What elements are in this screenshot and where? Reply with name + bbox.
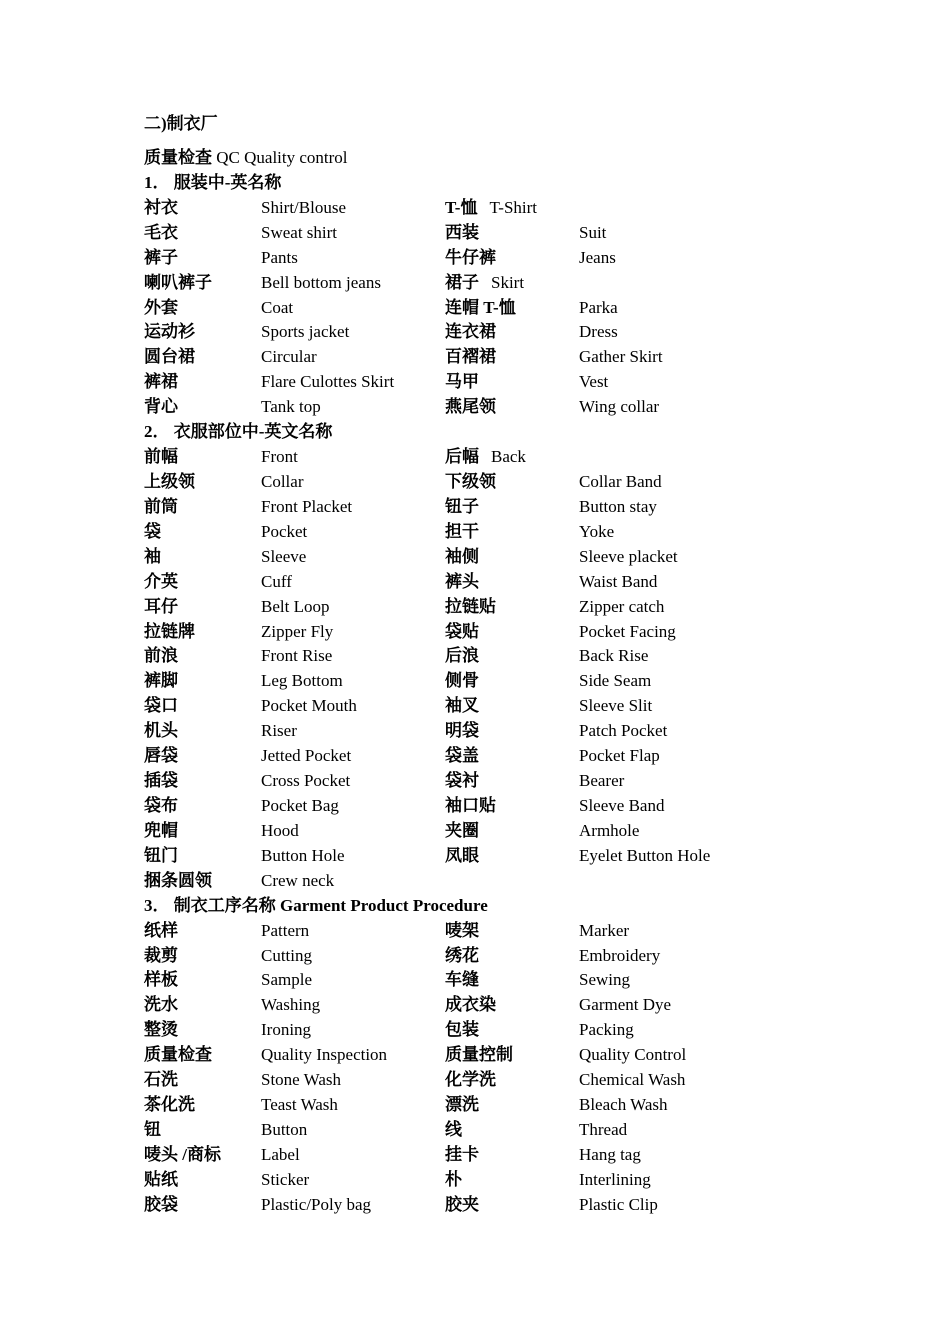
term-zh-2: 凤眼 (445, 845, 479, 865)
term-en-2: Eyelet Button Hole (579, 845, 711, 865)
glossary-row (144, 968, 904, 993)
term-zh: 前筒 (144, 496, 178, 516)
term-zh-2: 后幅 (445, 447, 479, 467)
term-zh: 拉链牌 (144, 621, 195, 641)
glossary-row (144, 296, 904, 321)
glossary-row (144, 196, 904, 221)
term-zh: 唇袋 (144, 746, 178, 766)
section-title (144, 171, 904, 196)
term-zh: 裤裙 (144, 372, 178, 392)
term-en-2: Vest (579, 372, 609, 392)
term-zh-2: 化学洗 (445, 1070, 496, 1090)
term-zh: 洗水 (144, 995, 178, 1015)
term-zh-2: 漂洗 (445, 1095, 479, 1115)
term-en-2: Hang tag (579, 1144, 641, 1164)
term-en: Cuff (261, 571, 292, 591)
glossary-row (144, 620, 904, 645)
glossary-row (144, 595, 904, 620)
glossary-row (144, 320, 904, 345)
term-en: Pocket (261, 521, 308, 541)
term-en-2: Pocket Facing (579, 621, 676, 641)
term-en: Pattern (261, 920, 310, 940)
term-zh-2-group (445, 271, 524, 296)
term-en: Label (261, 1144, 300, 1164)
term-zh-2: 朴 (445, 1169, 462, 1189)
term-zh-2: 裙子 (445, 272, 479, 292)
term-en-2: Zipper catch (579, 596, 665, 616)
term-zh: 介英 (144, 571, 178, 591)
term-en: Leg Bottom (261, 671, 343, 691)
term-zh-2: 车缝 (445, 970, 479, 990)
term-zh-2: 唛架 (445, 920, 479, 940)
term-en: Belt Loop (261, 596, 330, 616)
term-en-2: Marker (579, 920, 630, 940)
term-en: Pocket Mouth (261, 696, 357, 716)
term-en: Teast Wash (261, 1095, 338, 1115)
term-zh: 质量检查 (144, 1045, 212, 1065)
term-en: Sweat shirt (261, 222, 338, 242)
term-en: Riser (261, 721, 297, 741)
term-zh-2: 后浪 (445, 646, 479, 666)
term-en-2: Quality Control (579, 1045, 687, 1065)
term-en: Stone Wash (261, 1070, 342, 1090)
term-en: Button (261, 1119, 308, 1139)
term-zh-2: 包装 (445, 1020, 479, 1040)
term-zh: 圆台裙 (144, 347, 195, 367)
glossary-row (144, 221, 904, 246)
section-title (144, 894, 904, 919)
glossary-row (144, 919, 904, 944)
term-zh: 钮门 (144, 845, 178, 865)
term-zh-2-group (445, 196, 537, 221)
term-en: Zipper Fly (261, 621, 334, 641)
glossary-row (144, 869, 904, 894)
glossary-row (144, 844, 904, 869)
term-en: Plastic/Poly bag (261, 1194, 372, 1214)
term-zh-2: 明袋 (445, 721, 479, 741)
term-zh-2: 绣花 (445, 945, 479, 965)
term-zh-2: 袋衬 (445, 771, 479, 791)
term-en-2: Yoke (579, 521, 615, 541)
term-en-2: Patch Pocket (579, 721, 668, 741)
term-en-2: Sewing (579, 970, 630, 990)
term-en: Tank top (261, 397, 321, 417)
term-zh-2: 质量控制 (445, 1045, 513, 1065)
term-zh-2: 袖侧 (445, 546, 479, 566)
term-zh: 袋 (144, 521, 161, 541)
glossary-row (144, 1068, 904, 1093)
glossary-row (144, 644, 904, 669)
term-en-2: Parka (579, 297, 618, 317)
term-en-2: T-Shirt (489, 197, 537, 217)
term-en-2: Armhole (579, 820, 640, 840)
term-en: Front Rise (261, 646, 333, 666)
glossary-row (144, 1018, 904, 1043)
term-zh: 运动衫 (144, 322, 195, 342)
term-zh: 前浪 (144, 646, 178, 666)
term-en: Pocket Bag (261, 795, 339, 815)
section-title (144, 420, 904, 445)
term-en-2: Bleach Wash (579, 1095, 668, 1115)
term-en-2: Chemical Wash (579, 1070, 686, 1090)
document-heading: 二)制衣厂 (144, 114, 218, 133)
glossary-row (144, 669, 904, 694)
term-zh-2: 挂卡 (445, 1144, 479, 1164)
glossary-row (144, 545, 904, 570)
term-en-2: Pocket Flap (579, 746, 660, 766)
term-en: Sports jacket (261, 322, 350, 342)
section-title-zh: 3． 制衣工序名称 (144, 895, 276, 915)
glossary-row (144, 271, 904, 296)
term-zh: 插袋 (144, 771, 178, 791)
term-zh-2: 裤头 (445, 571, 479, 591)
glossary-row (144, 1118, 904, 1143)
term-zh: 样板 (144, 970, 178, 990)
glossary-row (144, 570, 904, 595)
term-en-2: Interlining (579, 1169, 651, 1189)
term-en-2: Sleeve Band (579, 795, 665, 815)
term-en: Cutting (261, 945, 313, 965)
term-zh: 衬衣 (144, 197, 178, 217)
glossary-row (144, 345, 904, 370)
glossary-row (144, 944, 904, 969)
term-zh: 唛头 /商标 (144, 1144, 221, 1164)
term-en: Bell bottom jeans (261, 272, 381, 292)
term-zh-2: 西装 (445, 222, 479, 242)
glossary-row (144, 246, 904, 271)
term-en-2: Jeans (579, 247, 616, 267)
glossary-row (144, 794, 904, 819)
glossary-row (144, 719, 904, 744)
term-en: Circular (261, 347, 317, 367)
glossary-row (144, 395, 904, 420)
term-zh-2: 燕尾领 (445, 397, 496, 417)
glossary-row (144, 694, 904, 719)
term-zh-2: 下级领 (445, 471, 496, 491)
term-zh: 贴纸 (144, 1169, 178, 1189)
term-en-2: Button stay (579, 496, 657, 516)
term-zh: 袋布 (144, 795, 178, 815)
term-zh: 外套 (144, 297, 178, 317)
term-zh: 石洗 (144, 1070, 178, 1090)
term-en: Hood (261, 820, 299, 840)
term-zh-2: 胶夹 (445, 1194, 479, 1214)
term-zh-2: 连衣裙 (445, 322, 496, 342)
term-zh: 耳仔 (144, 596, 178, 616)
glossary-row (144, 495, 904, 520)
glossary-row (144, 520, 904, 545)
intro-en: QC Quality control (216, 148, 348, 167)
glossary-row (144, 470, 904, 495)
term-zh-2: 拉链贴 (445, 596, 496, 616)
term-en-2: Wing collar (579, 397, 660, 417)
term-en-2: Garment Dye (579, 995, 672, 1015)
term-en: Sleeve (261, 546, 307, 566)
term-en-2: Gather Skirt (579, 347, 663, 367)
section-title-en: Garment Product Procedure (280, 895, 488, 915)
glossary-row (144, 370, 904, 395)
term-zh-2: 成衣染 (445, 995, 496, 1015)
term-zh-2: 袋盖 (445, 746, 479, 766)
term-en: Flare Culottes Skirt (261, 372, 395, 392)
term-en-2: Collar Band (579, 471, 662, 491)
term-zh-2: 牛仔裤 (445, 247, 496, 267)
glossary-row (144, 445, 904, 470)
term-en: Jetted Pocket (261, 746, 352, 766)
term-en: Front (261, 447, 298, 467)
term-zh-2: 侧骨 (445, 671, 479, 691)
term-zh: 袋口 (144, 696, 178, 716)
term-zh-2: 马甲 (445, 372, 479, 392)
term-en-2: Side Seam (579, 671, 652, 691)
glossary-row (144, 744, 904, 769)
term-zh: 茶化洗 (144, 1095, 195, 1115)
term-en: Crew neck (261, 870, 335, 890)
term-en-2: Packing (579, 1020, 634, 1040)
term-en-2: Waist Band (579, 571, 658, 591)
term-zh-2: 夹圈 (445, 820, 479, 840)
term-zh-2: 袖叉 (445, 696, 479, 716)
glossary-row (144, 819, 904, 844)
term-en: Front Placket (261, 496, 353, 516)
term-en: Washing (261, 995, 321, 1015)
glossary-row (144, 1168, 904, 1193)
glossary-row (144, 993, 904, 1018)
term-en: Quality Inspection (261, 1045, 388, 1065)
term-zh: 钮 (144, 1119, 161, 1139)
term-en: Button Hole (261, 845, 345, 865)
term-en: Shirt/Blouse (261, 197, 347, 217)
term-en-2: Bearer (579, 771, 625, 791)
term-en: Sample (261, 970, 312, 990)
term-en-2: Skirt (491, 272, 525, 292)
term-zh-2: 连帽 T-恤 (445, 297, 516, 317)
intro-zh: 质量检查 (144, 148, 212, 167)
term-en-2: Sleeve Slit (579, 696, 653, 716)
term-en-2: Back (491, 447, 526, 467)
term-zh: 前幅 (144, 447, 178, 467)
term-en: Pants (261, 247, 298, 267)
term-zh: 喇叭裤子 (144, 272, 212, 292)
term-zh: 捆条圆领 (144, 870, 212, 890)
term-zh: 整烫 (144, 1020, 178, 1040)
glossary-row (144, 1143, 904, 1168)
term-zh: 上级领 (144, 471, 195, 491)
term-en-2: Suit (579, 222, 607, 242)
term-zh: 裤脚 (144, 671, 178, 691)
term-zh-2: T-恤 (445, 197, 478, 217)
term-zh: 兜帽 (144, 820, 178, 840)
glossary-row (144, 769, 904, 794)
glossary-row (144, 1193, 904, 1218)
term-en: Ironing (261, 1020, 312, 1040)
section-title-zh: 1． 服装中-英名称 (144, 172, 282, 192)
term-zh-2: 袖口贴 (445, 795, 496, 815)
glossary-row (144, 1093, 904, 1118)
term-zh: 毛衣 (144, 222, 178, 242)
term-zh: 袖 (144, 546, 161, 566)
term-zh-2: 百褶裙 (445, 347, 496, 367)
term-zh-2: 担干 (445, 521, 479, 541)
glossary-content (144, 146, 904, 1218)
term-zh: 裁剪 (144, 945, 178, 965)
term-en: Collar (261, 471, 304, 491)
term-zh: 机头 (144, 721, 178, 741)
term-en: Coat (261, 297, 294, 317)
term-zh-2: 线 (445, 1119, 462, 1139)
term-zh: 胶袋 (144, 1194, 178, 1214)
term-en-2: Plastic Clip (579, 1194, 658, 1214)
term-en-2: Sleeve placket (579, 546, 678, 566)
term-zh: 纸样 (144, 920, 178, 940)
term-zh: 裤子 (144, 247, 178, 267)
term-en-2: Thread (579, 1119, 628, 1139)
term-en-2: Back Rise (579, 646, 649, 666)
term-zh: 背心 (144, 397, 178, 417)
term-zh-2-group (445, 445, 526, 470)
term-en-2: Embroidery (579, 945, 661, 965)
term-en: Cross Pocket (261, 771, 351, 791)
intro-line (144, 146, 904, 171)
term-zh-2: 袋贴 (445, 621, 479, 641)
section-title-zh: 2． 衣服部位中-英文名称 (144, 422, 333, 442)
glossary-row (144, 1043, 904, 1068)
term-en-2: Dress (579, 322, 618, 342)
term-zh-2: 钮子 (445, 496, 479, 516)
term-en: Sticker (261, 1169, 310, 1189)
